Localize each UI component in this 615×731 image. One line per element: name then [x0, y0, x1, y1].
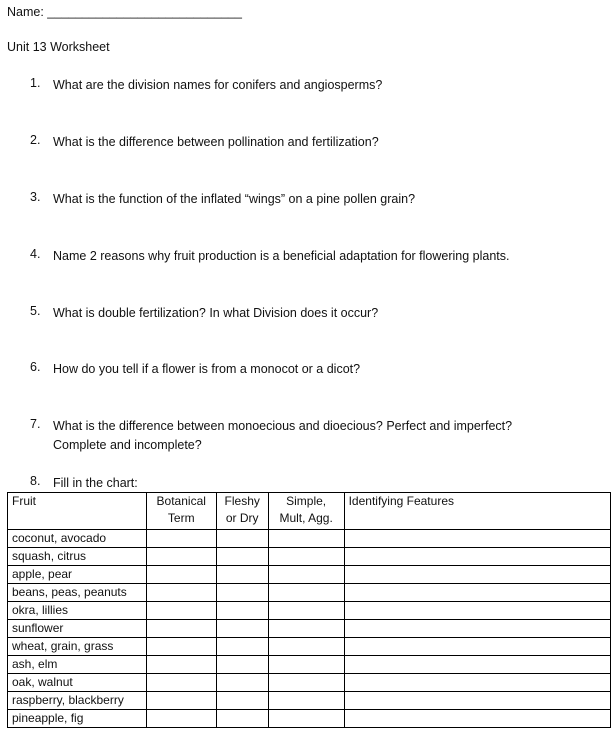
botanical-term-cell[interactable] — [146, 584, 216, 602]
question-text: What is the function of the inflated “wings” on a pine pollen grain? — [53, 192, 416, 206]
simple-mult-agg-cell[interactable] — [268, 710, 344, 728]
identifying-features-cell[interactable] — [344, 656, 610, 674]
question-text: How do you tell if a flower is from a monocot or a dicot? — [53, 362, 361, 376]
question-number: 7. — [30, 417, 41, 431]
question-number: 3. — [30, 190, 41, 204]
fruit-name: squash, citrus — [8, 548, 147, 566]
worksheet-title: Unit 13 Worksheet — [7, 40, 110, 54]
fleshy-or-dry-cell[interactable] — [216, 692, 268, 710]
fruit-name: oak, walnut — [8, 674, 147, 692]
question-number: 2. — [30, 133, 41, 147]
botanical-term-cell[interactable] — [146, 602, 216, 620]
identifying-features-cell[interactable] — [344, 548, 610, 566]
fruit-name: okra, lillies — [8, 602, 147, 620]
question-text: Name 2 reasons why fruit production is a beneficial adaptation for flowering plants. — [53, 249, 510, 263]
identifying-features-cell[interactable] — [344, 530, 610, 548]
botanical-term-cell[interactable] — [146, 548, 216, 566]
table-row — [8, 548, 611, 566]
question-text: What is the difference between pollination and fertilization? — [53, 135, 379, 149]
botanical-term-cell[interactable] — [146, 692, 216, 710]
fruit-name: coconut, avocado — [8, 530, 147, 548]
identifying-features-cell[interactable] — [344, 674, 610, 692]
fleshy-or-dry-cell[interactable] — [216, 584, 268, 602]
fleshy-or-dry-cell[interactable] — [216, 602, 268, 620]
fleshy-or-dry-cell[interactable] — [216, 638, 268, 656]
table-row — [8, 674, 611, 692]
fruit-name: pineapple, fig — [8, 710, 147, 728]
column-header: Simple, Mult, Agg. — [268, 493, 344, 530]
simple-mult-agg-cell[interactable] — [268, 584, 344, 602]
identifying-features-cell[interactable] — [344, 710, 610, 728]
column-header: Fleshy or Dry — [216, 493, 268, 530]
fleshy-or-dry-cell[interactable] — [216, 530, 268, 548]
column-header: Botanical Term — [146, 493, 216, 530]
table-row — [8, 584, 611, 602]
fruit-name: apple, pear — [8, 566, 147, 584]
question-number: 4. — [30, 247, 41, 261]
identifying-features-cell[interactable] — [344, 602, 610, 620]
table-row — [8, 602, 611, 620]
fruit-name: sunflower — [8, 620, 147, 638]
simple-mult-agg-cell[interactable] — [268, 656, 344, 674]
column-header: Fruit — [8, 493, 147, 530]
fruit-chart — [7, 492, 611, 728]
simple-mult-agg-cell[interactable] — [268, 674, 344, 692]
fruit-name: ash, elm — [8, 656, 147, 674]
question-text: What is double fertilization? In what Division does it occur? — [53, 306, 379, 320]
fleshy-or-dry-cell[interactable] — [216, 548, 268, 566]
question-number: 6. — [30, 360, 41, 374]
table-row — [8, 710, 611, 728]
table-row — [8, 656, 611, 674]
table-row — [8, 530, 611, 548]
fleshy-or-dry-cell[interactable] — [216, 566, 268, 584]
simple-mult-agg-cell[interactable] — [268, 620, 344, 638]
identifying-features-cell[interactable] — [344, 692, 610, 710]
table-row — [8, 692, 611, 710]
identifying-features-cell[interactable] — [344, 566, 610, 584]
question-text: What are the division names for conifers and angiosperms? — [53, 78, 383, 92]
fleshy-or-dry-cell[interactable] — [216, 656, 268, 674]
column-header: Identifying Features — [344, 493, 610, 530]
simple-mult-agg-cell[interactable] — [268, 692, 344, 710]
botanical-term-cell[interactable] — [146, 656, 216, 674]
simple-mult-agg-cell[interactable] — [268, 602, 344, 620]
table-row — [8, 638, 611, 656]
question-number: 1. — [30, 76, 41, 90]
name-line: Name: ____________________________ — [7, 5, 242, 19]
simple-mult-agg-cell[interactable] — [268, 566, 344, 584]
identifying-features-cell[interactable] — [344, 584, 610, 602]
fleshy-or-dry-cell[interactable] — [216, 710, 268, 728]
fleshy-or-dry-cell[interactable] — [216, 620, 268, 638]
table-row — [8, 566, 611, 584]
botanical-term-cell[interactable] — [146, 530, 216, 548]
identifying-features-cell[interactable] — [344, 638, 610, 656]
question-text: Fill in the chart: — [53, 476, 138, 490]
simple-mult-agg-cell[interactable] — [268, 638, 344, 656]
botanical-term-cell[interactable] — [146, 674, 216, 692]
botanical-term-cell[interactable] — [146, 638, 216, 656]
identifying-features-cell[interactable] — [344, 620, 610, 638]
question-text: What is the difference between monoecious and dioecious? Perfect and imperfect? Complete and incomplete? — [53, 419, 513, 452]
table-row — [8, 620, 611, 638]
simple-mult-agg-cell[interactable] — [268, 530, 344, 548]
fruit-name: wheat, grain, grass — [8, 638, 147, 656]
question-number: 8. — [30, 474, 41, 488]
botanical-term-cell[interactable] — [146, 710, 216, 728]
question-number: 5. — [30, 304, 41, 318]
botanical-term-cell[interactable] — [146, 566, 216, 584]
botanical-term-cell[interactable] — [146, 620, 216, 638]
simple-mult-agg-cell[interactable] — [268, 548, 344, 566]
fruit-name: raspberry, blackberry — [8, 692, 147, 710]
fleshy-or-dry-cell[interactable] — [216, 674, 268, 692]
fruit-name: beans, peas, peanuts — [8, 584, 147, 602]
